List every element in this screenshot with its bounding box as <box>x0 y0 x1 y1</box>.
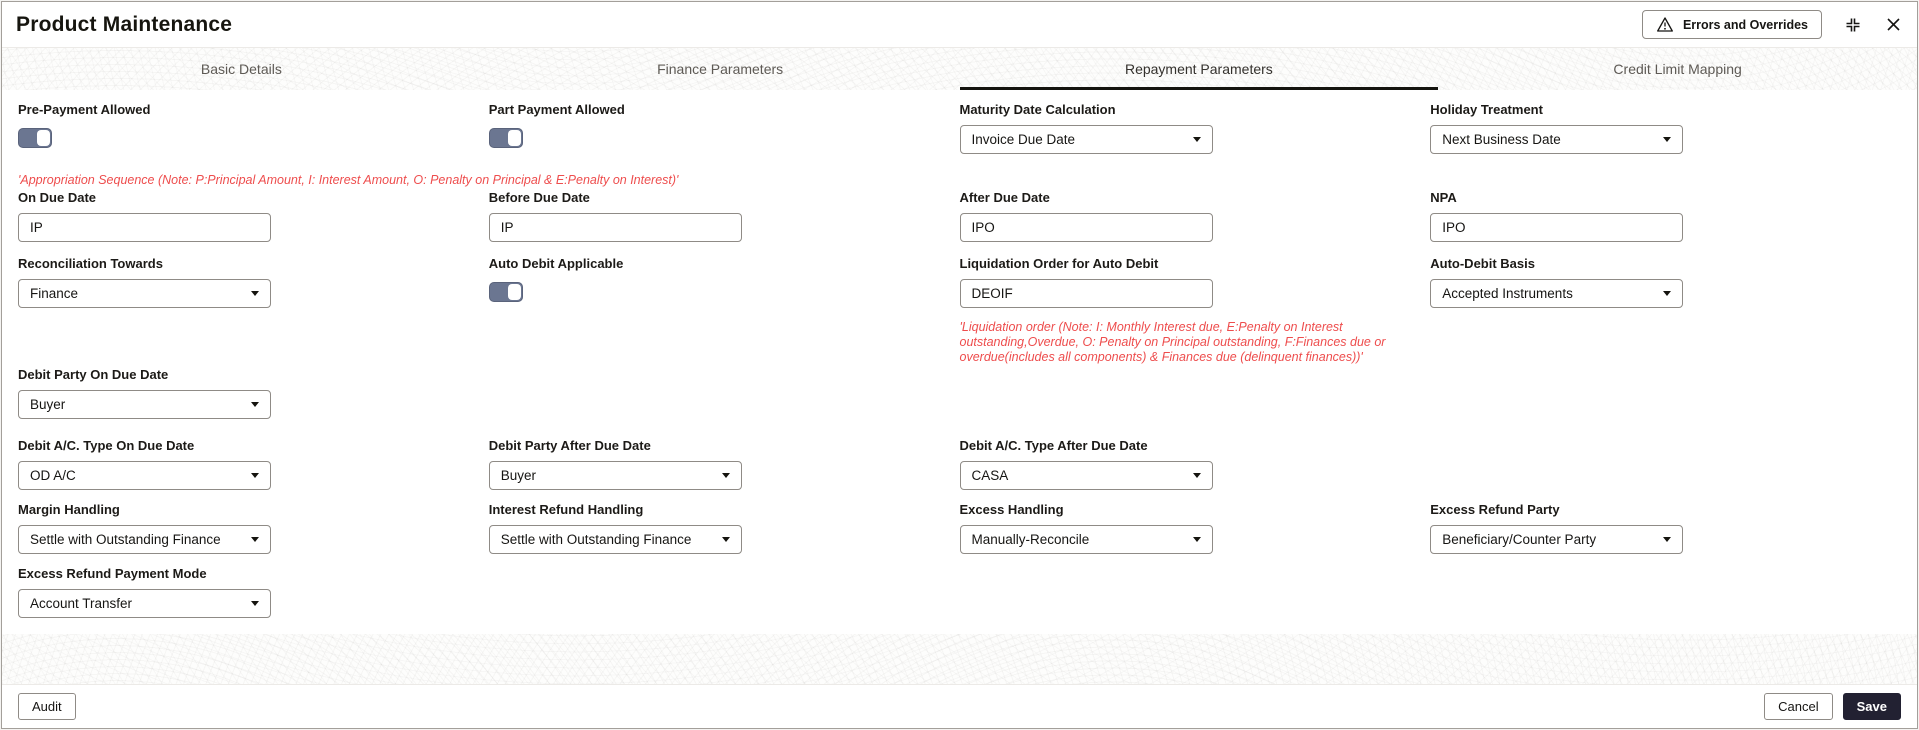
toggle-knob <box>508 284 521 300</box>
field-auto-debit-applicable <box>489 256 960 302</box>
before-due-date-input[interactable] <box>489 213 742 242</box>
auto-debit-basis-select[interactable] <box>1430 279 1683 308</box>
field-label: Interest Refund Handling <box>488 502 644 517</box>
field-label: Holiday Treatment <box>1430 102 1543 117</box>
select-value: Finance <box>30 286 79 301</box>
field-label: Excess Refund Party <box>1430 502 1560 517</box>
select-value: Buyer <box>500 468 537 483</box>
chevron-down-icon <box>722 473 730 478</box>
chevron-down-icon <box>251 291 259 296</box>
field-label: Before Due Date <box>488 190 590 205</box>
field-label: Debit A/C. Type On Due Date <box>18 438 195 453</box>
field-npa <box>1430 190 1901 242</box>
chevron-down-icon <box>1663 291 1671 296</box>
field-part-payment-allowed <box>489 102 960 148</box>
warning-triangle-icon <box>1656 16 1674 33</box>
field-excess-handling <box>960 502 1431 554</box>
audit-button[interactable]: Audit <box>18 693 76 720</box>
field-label: Pre-Payment Allowed <box>18 102 151 117</box>
tab-label: Credit Limit Mapping <box>1613 61 1742 77</box>
field-label: After Due Date <box>959 190 1050 205</box>
product-maintenance-window <box>1 1 1918 729</box>
form-row-debit-ac-types <box>18 438 1901 490</box>
debit-ac-type-after-due-date-select[interactable] <box>960 461 1213 490</box>
tab-bar <box>2 48 1917 90</box>
footer-bar <box>2 684 1917 728</box>
field-label: Debit A/C. Type After Due Date <box>959 438 1148 453</box>
active-tab-underline <box>960 87 1439 90</box>
select-value: Accepted Instruments <box>1442 286 1573 301</box>
form-row-handling <box>18 502 1901 554</box>
reconciliation-towards-select[interactable] <box>18 279 271 308</box>
collapse-icon <box>1844 16 1862 34</box>
appropriation-sequence-note: 'Appropriation Sequence (Note: P:Principal Amount, I: Interest Amount, O: Penalty on Principal & E:Penalty on Interest)' <box>18 173 679 187</box>
maturity-date-calculation-select[interactable] <box>960 125 1213 154</box>
field-pre-payment-allowed <box>18 102 489 148</box>
field-interest-refund-handling <box>489 502 960 554</box>
window-header <box>2 2 1917 48</box>
chevron-down-icon <box>251 473 259 478</box>
chevron-down-icon <box>722 537 730 542</box>
excess-refund-party-select[interactable] <box>1430 525 1683 554</box>
debit-ac-type-on-due-date-select[interactable] <box>18 461 271 490</box>
select-value: Settle with Outstanding Finance <box>30 532 221 547</box>
field-debit-party-on-due-date <box>18 367 489 419</box>
field-label: NPA <box>1430 190 1457 205</box>
chevron-down-icon <box>1193 473 1201 478</box>
field-label: On Due Date <box>18 190 97 205</box>
part-payment-allowed-toggle[interactable] <box>489 128 523 148</box>
field-label: Auto-Debit Basis <box>1430 256 1535 271</box>
select-value: Account Transfer <box>30 596 133 611</box>
field-before-due-date <box>489 190 960 242</box>
debit-party-after-due-date-select[interactable] <box>489 461 742 490</box>
tab-credit-limit-mapping[interactable] <box>1438 48 1917 90</box>
toggle-knob <box>37 130 50 146</box>
select-value: Beneficiary/Counter Party <box>1442 532 1597 547</box>
field-label: Maturity Date Calculation <box>959 102 1116 117</box>
excess-handling-select[interactable] <box>960 525 1213 554</box>
errors-button-label: Errors and Overrides <box>1682 17 1808 32</box>
field-debit-ac-type-after-due-date <box>960 438 1431 490</box>
field-label: Auto Debit Applicable <box>488 256 624 271</box>
repayment-parameters-form <box>2 90 1917 634</box>
chevron-down-icon <box>251 601 259 606</box>
form-row-debit-party-on-due <box>18 367 1901 419</box>
pre-payment-allowed-toggle[interactable] <box>18 128 52 148</box>
cancel-button[interactable]: Cancel <box>1764 693 1832 720</box>
toggle-knob <box>508 130 521 146</box>
margin-handling-select[interactable] <box>18 525 271 554</box>
field-reconciliation-towards <box>18 256 489 308</box>
select-value: Settle with Outstanding Finance <box>500 532 692 547</box>
field-holiday-treatment <box>1430 102 1901 154</box>
field-liquidation-order-for-auto-debit <box>960 256 1431 365</box>
field-after-due-date <box>960 190 1431 242</box>
liquidation-order-input[interactable] <box>960 279 1213 308</box>
select-value: Next Business Date <box>1442 132 1561 147</box>
close-icon <box>1886 17 1901 32</box>
form-row-refund-mode <box>18 566 1901 618</box>
select-value: OD A/C <box>30 468 76 483</box>
select-value: Invoice Due Date <box>971 132 1076 147</box>
field-label: Margin Handling <box>18 502 120 517</box>
chevron-down-icon <box>251 537 259 542</box>
form-row-auto-debit <box>18 256 1901 365</box>
on-due-date-input[interactable] <box>18 213 271 242</box>
tab-basic-details[interactable] <box>2 48 481 90</box>
save-button[interactable]: Save <box>1843 693 1901 720</box>
field-auto-debit-basis <box>1430 256 1901 308</box>
field-label: Liquidation Order for Auto Debit <box>959 256 1159 271</box>
footer-actions <box>1764 693 1901 720</box>
select-value: Manually-Reconcile <box>971 532 1090 547</box>
chevron-down-icon <box>1663 537 1671 542</box>
field-label: Part Payment Allowed <box>488 102 625 117</box>
liquidation-order-note: 'Liquidation order (Note: I: Monthly Interest due, E:Penalty on Interest outstanding,Overdue, O: Penalty on Principal outstanding, F:Finances due or overdue(includes all components) & Finances due (delinquent finances))' <box>959 320 1386 364</box>
chevron-down-icon <box>251 402 259 407</box>
field-debit-party-after-due-date <box>489 438 960 490</box>
tab-label: Basic Details <box>200 61 282 77</box>
auto-debit-applicable-toggle[interactable] <box>489 282 523 302</box>
form-row-sequences <box>18 190 1901 242</box>
interest-refund-handling-select[interactable] <box>489 525 742 554</box>
select-value: Buyer <box>30 397 66 412</box>
field-excess-refund-party <box>1430 502 1901 554</box>
excess-refund-payment-mode-select[interactable] <box>18 589 271 618</box>
tab-label: Repayment Parameters <box>1124 61 1273 77</box>
chevron-down-icon <box>1193 537 1201 542</box>
field-label: Excess Refund Payment Mode <box>18 566 207 581</box>
field-label: Debit Party On Due Date <box>18 367 169 382</box>
field-label: Excess Handling <box>959 502 1064 517</box>
field-debit-ac-type-on-due-date <box>18 438 489 490</box>
tab-finance-parameters[interactable] <box>481 48 960 90</box>
after-due-date-input[interactable] <box>960 213 1213 242</box>
field-excess-refund-payment-mode <box>18 566 489 618</box>
page-title: Product Maintenance <box>16 12 233 36</box>
debit-party-on-due-date-select[interactable] <box>18 390 271 419</box>
chevron-down-icon <box>1193 137 1201 142</box>
select-value: CASA <box>971 468 1009 483</box>
field-label: Debit Party After Due Date <box>488 438 651 453</box>
field-maturity-date-calculation <box>960 102 1431 154</box>
form-row-toggles <box>18 102 1901 154</box>
tab-label: Finance Parameters <box>657 61 784 77</box>
npa-input[interactable] <box>1430 213 1683 242</box>
errors-and-overrides-button[interactable] <box>1642 10 1822 39</box>
field-margin-handling <box>18 502 489 554</box>
field-label: Reconciliation Towards <box>18 256 163 271</box>
chevron-down-icon <box>1663 137 1671 142</box>
collapse-button[interactable] <box>1842 14 1864 36</box>
header-actions <box>1642 10 1903 39</box>
tab-repayment-parameters[interactable] <box>960 48 1439 90</box>
close-button[interactable] <box>1884 15 1903 34</box>
field-on-due-date <box>18 190 489 242</box>
holiday-treatment-select[interactable] <box>1430 125 1683 154</box>
